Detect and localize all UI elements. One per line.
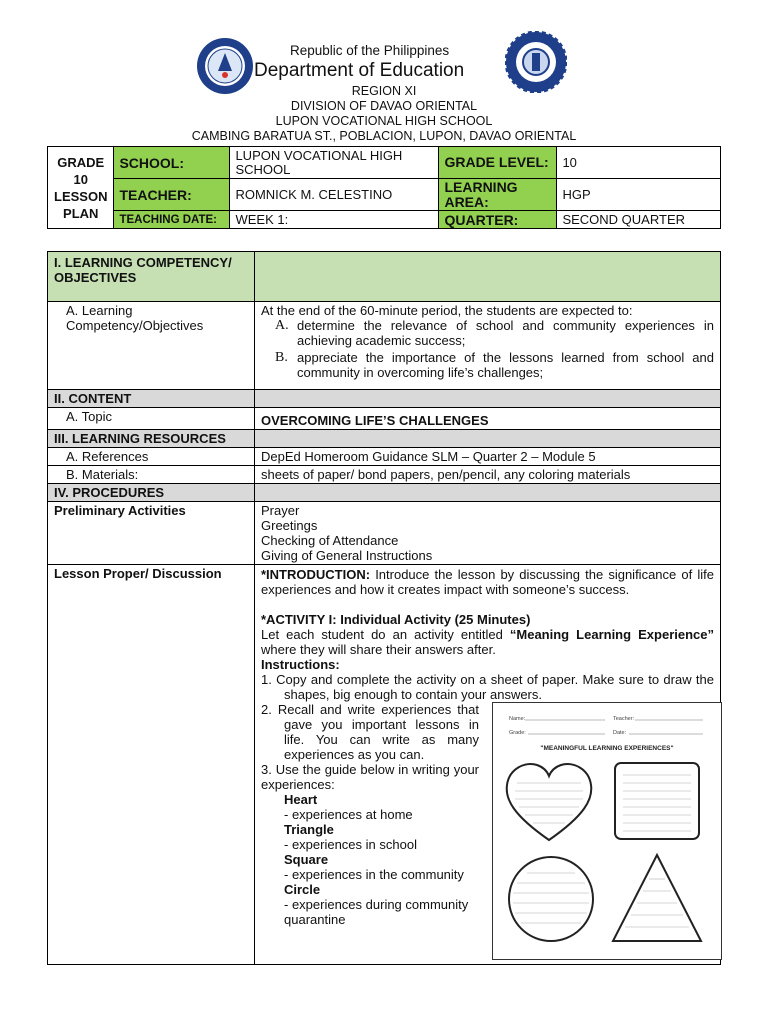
division-text: DIVISION OF DAVAO ORIENTAL <box>290 99 478 113</box>
objective-text: determine the relevance of school and community experiences in achieving academic success; <box>297 318 714 348</box>
activity-area <box>261 702 714 927</box>
worksheet-date-label: Date: <box>613 730 627 736</box>
worksheet-teacher-label: Teacher: <box>613 716 635 722</box>
introduction-label: *INTRODUCTION: <box>261 567 371 582</box>
guide-shape: Square <box>284 852 329 867</box>
objectives-label: A. Learning Competency/Objectives <box>48 302 255 390</box>
region-text: REGION XI <box>351 84 417 98</box>
lesson-proper-label: Lesson Proper/ Discussion <box>48 565 255 965</box>
square-shape <box>615 763 699 839</box>
section-learning-resources: III. LEARNING RESOURCES <box>48 430 255 448</box>
objective-marker: B. <box>275 350 288 365</box>
republic-text: Republic of the Philippines <box>290 43 450 58</box>
preliminary-item: Greetings <box>261 518 318 533</box>
info-table <box>47 146 721 229</box>
heart-shape <box>507 764 592 840</box>
guide-shape: Triangle <box>284 822 334 837</box>
school-label: SCHOOL: <box>114 147 230 179</box>
activity-pre-text: Let each student do an activity entitled <box>261 627 510 642</box>
materials-label: B. Materials: <box>48 466 255 484</box>
document-header <box>0 0 768 145</box>
instruction-step-1: 1. Copy and complete the activity on a sheet of paper. Make sure to draw the shapes, big enough to contain your answers. <box>261 672 714 702</box>
teacher-label: TEACHER: <box>114 179 230 211</box>
section-learning-competency-blank <box>255 252 721 302</box>
introduction-paragraph <box>261 567 714 597</box>
section-content-blank <box>255 390 721 408</box>
preliminary-activities-list <box>255 502 721 565</box>
references-value: DepEd Homeroom Guidance SLM – Quarter 2 – Module 5 <box>255 448 721 466</box>
triangle-shape <box>613 855 701 941</box>
topic-label: A. Topic <box>48 408 255 430</box>
instruction-step-3: 3. Use the guide below in writing your experiences: <box>261 762 479 792</box>
learning-area-label: LEARNING AREA: <box>439 179 557 211</box>
objective-marker: A. <box>275 318 289 333</box>
worksheet-title: "MEANINGFUL LEARNING EXPERIENCES" <box>540 745 674 752</box>
section-learning-resources-blank <box>255 430 721 448</box>
circle-shape <box>509 857 593 941</box>
instructions-label: Instructions: <box>261 657 340 672</box>
teacher-value: ROMNICK M. CELESTINO <box>230 179 439 211</box>
quarter-label: QUARTER: <box>439 211 557 229</box>
lesson-plan-table <box>47 251 721 965</box>
teaching-date-value: WEEK 1: <box>230 211 439 229</box>
teaching-date-label: TEACHING DATE: <box>114 211 230 229</box>
grade-level-value: 10 <box>557 147 721 179</box>
materials-value: sheets of paper/ bond papers, pen/pencil, any coloring materials <box>255 466 721 484</box>
school-value: LUPON VOCATIONAL HIGH SCHOOL <box>230 147 439 179</box>
preliminary-item: Checking of Attendance <box>261 533 399 548</box>
preliminary-item: Giving of General Instructions <box>261 548 433 563</box>
guide-desc: - experiences in school <box>284 837 417 852</box>
guide-desc: - experiences during community quarantine <box>284 897 469 927</box>
quarter-value: SECOND QUARTER <box>557 211 721 229</box>
preliminary-activities-label: Preliminary Activities <box>48 502 255 565</box>
objective-item <box>275 318 714 348</box>
objectives-cell <box>255 302 721 390</box>
topic-value: OVERCOMING LIFE’S CHALLENGES <box>255 408 721 430</box>
guide-shape: Heart <box>284 792 318 807</box>
guide-desc: - experiences at home <box>284 807 413 822</box>
lesson-proper-cell <box>255 565 721 965</box>
objective-text: appreciate the importance of the lessons learned from school and community in overcoming life’s challenges; <box>297 350 714 380</box>
objective-item <box>275 350 714 380</box>
introduction-text: Introduce the lesson by discussing the significance of life experiences and how it creates impact with someone’s success. <box>261 567 714 597</box>
grade-lesson-plan-label: GRADE 10 LESSON PLAN <box>48 147 114 229</box>
section-learning-competency: I. LEARNING COMPETENCY/ OBJECTIVES <box>48 252 255 302</box>
worksheet-grade-label: Grade: <box>509 730 526 736</box>
guide-shape: Circle <box>284 882 321 897</box>
grade-level-label: GRADE LEVEL: <box>439 147 557 179</box>
learning-area-value: HGP <box>557 179 721 211</box>
references-label: A. References <box>48 448 255 466</box>
activity-post-text: where they will share their answers after. <box>261 642 496 657</box>
activity-title: *ACTIVITY I: Individual Activity (25 Minutes) <box>261 612 531 627</box>
guide-desc: - experiences in the community <box>284 867 464 882</box>
worksheet-name-label: Name: <box>509 716 526 722</box>
address-text: CAMBING BARATUA ST., POBLACION, LUPON, DAVAO ORIENTAL <box>191 129 577 143</box>
section-procedures-blank <box>255 484 721 502</box>
objectives-list <box>261 318 714 380</box>
department-title: Department of Education <box>254 60 465 81</box>
activity-description <box>261 627 714 657</box>
worksheet-drawing <box>493 703 721 959</box>
section-procedures: IV. PROCEDURES <box>48 484 255 502</box>
school-name-text: LUPON VOCATIONAL HIGH SCHOOL <box>275 114 493 128</box>
section-content: II. CONTENT <box>48 390 255 408</box>
preliminary-item: Prayer <box>261 503 300 518</box>
objectives-intro: At the end of the 60-minute period, the students are expected to: <box>261 303 633 318</box>
instruction-step-2: 2. Recall and write experiences that gave you important lessons in life. You can write as many experiences as you can. <box>261 702 479 762</box>
worksheet-image <box>492 702 722 960</box>
activity-name: “Meaning Learning Experience” <box>509 627 714 642</box>
